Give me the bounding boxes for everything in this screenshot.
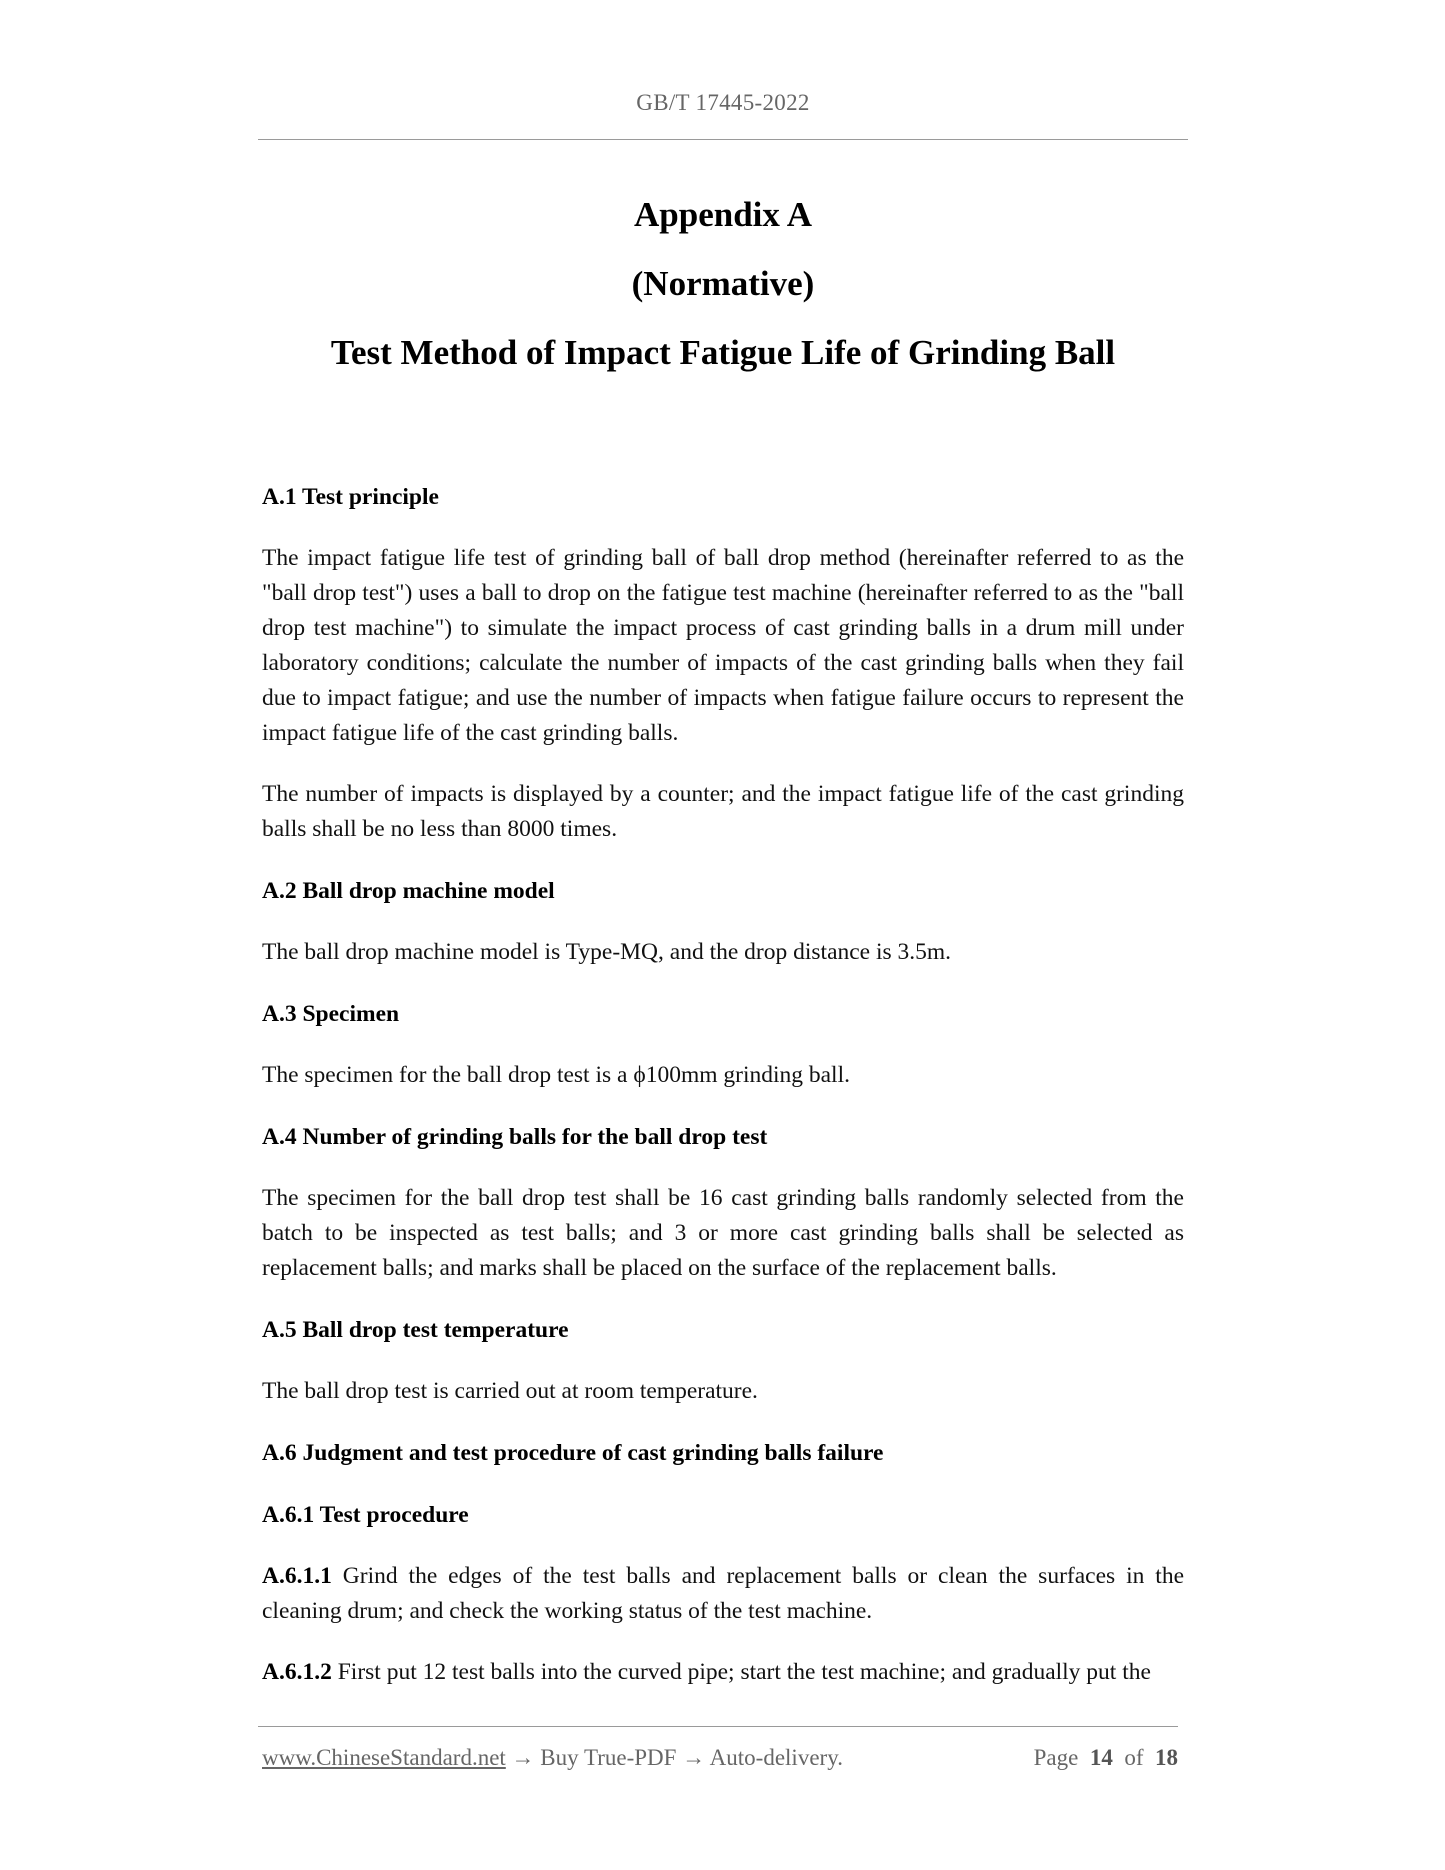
delivery-text: Auto-delivery. xyxy=(709,1745,843,1770)
clause-label-a6-1-2: A.6.1.2 xyxy=(262,1659,332,1685)
paragraph-a5: The ball drop test is carried out at room temperature. xyxy=(262,1378,758,1404)
section-heading-a5: A.5 Ball drop test temperature xyxy=(262,1317,569,1343)
section-heading-a2: A.2 Ball drop machine model xyxy=(262,878,555,904)
page-label: Page xyxy=(1033,1745,1079,1770)
appendix-status: (Normative) xyxy=(631,264,815,303)
page-total: 18 xyxy=(1155,1745,1178,1770)
paragraph-a1-1: The impact fatigue life test of grinding ball of ball drop method (hereinafter referred to as the "ball drop test") uses a ball to drop on the fatigue test machine (hereinafter referred to as the "ball drop test machine") to simulate the impact process of cast grinding balls in a drum mill under laboratory conditions; calculate the number of impacts of the cast grinding balls when they fail due to impact fatigue; and use the number of impacts when fatigue failure occurs to represent the impact fatigue life of the cast grinding balls. xyxy=(262,545,1184,746)
paragraph-a3: The specimen for the ball drop test is a ϕ100mm grinding ball. xyxy=(262,1062,850,1088)
buy-text: Buy True-PDF xyxy=(540,1745,677,1770)
body-content xyxy=(262,479,1184,1690)
header-rule xyxy=(258,139,1188,140)
appendix-title: Appendix A xyxy=(634,195,812,234)
appendix-subject: Test Method of Impact Fatigue Life of Grinding Ball xyxy=(330,333,1116,372)
clause-text-a6-1-1: Grind the edges of the test balls and replacement balls or clean the surfaces in the cleaning drum; and check the working status of the test machine. xyxy=(262,1563,1184,1624)
clause-label-a6-1-1: A.6.1.1 xyxy=(262,1563,332,1589)
of-label: of xyxy=(1124,1745,1144,1770)
page-current: 14 xyxy=(1089,1745,1113,1770)
clause-text-a6-1-2: First put 12 test balls into the curved pipe; start the test machine; and gradually put the xyxy=(337,1659,1151,1685)
footer-rule xyxy=(258,1726,1178,1727)
section-heading-a6: A.6 Judgment and test procedure of cast grinding balls failure xyxy=(262,1440,884,1466)
paragraph-a2: The ball drop machine model is Type-MQ, and the drop distance is 3.5m. xyxy=(262,939,952,965)
paragraph-a6-1-1 xyxy=(262,1559,1184,1629)
paragraph-a6-1-2 xyxy=(262,1655,1184,1690)
paragraph-a1-2: The number of impacts is displayed by a counter; and the impact fatigue life of the cast grinding balls shall be no less than 8000 times. xyxy=(262,781,1184,842)
section-heading-a4: A.4 Number of grinding balls for the ball drop test xyxy=(262,1124,768,1150)
section-heading-a3: A.3 Specimen xyxy=(262,1001,400,1027)
arrow-right-icon: → xyxy=(511,1745,535,1770)
page-number xyxy=(1034,1745,1178,1771)
section-heading-a1: A.1 Test principle xyxy=(262,484,439,510)
section-heading-a6-1: A.6.1 Test procedure xyxy=(262,1502,469,1528)
running-header: GB/T 17445-2022 xyxy=(636,90,810,115)
paragraph-a4: The specimen for the ball drop test shall be 16 cast grinding balls randomly selected from the batch to be inspected as test balls; and 3 or more cast grinding balls shall be selected as replacement balls; and marks shall be placed on the surface of the replacement balls. xyxy=(262,1185,1184,1281)
site-link[interactable]: www.ChineseStandard.net xyxy=(262,1745,506,1770)
footer-promo xyxy=(262,1745,843,1771)
arrow-right-icon: → xyxy=(682,1745,706,1770)
